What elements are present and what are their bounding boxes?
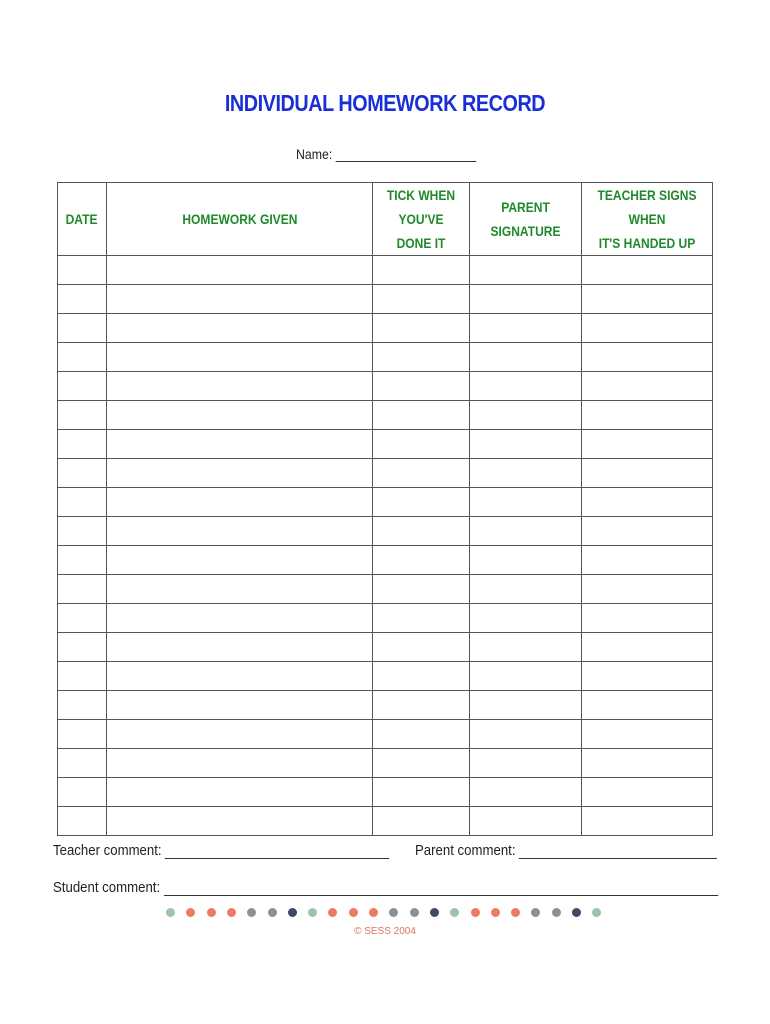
decorative-dot	[410, 908, 419, 917]
parent-signature-cell[interactable]	[470, 604, 582, 633]
homework-cell[interactable]	[107, 749, 373, 778]
teacher-signature-cell[interactable]	[582, 430, 713, 459]
date-cell[interactable]	[58, 604, 107, 633]
parent-signature-cell[interactable]	[470, 314, 582, 343]
decorative-dot	[288, 908, 297, 917]
decorative-dot	[430, 908, 439, 917]
decorative-dot-border	[166, 908, 606, 920]
parent-signature-cell[interactable]	[470, 749, 582, 778]
decorative-dot	[511, 908, 520, 917]
parent-signature-cell[interactable]	[470, 575, 582, 604]
parent-signature-cell[interactable]	[470, 662, 582, 691]
tick-cell[interactable]	[373, 488, 470, 517]
date-cell[interactable]	[58, 459, 107, 488]
copyright-text: © SESS 2004	[354, 926, 416, 937]
date-cell[interactable]	[58, 488, 107, 517]
homework-cell[interactable]	[107, 720, 373, 749]
date-cell[interactable]	[58, 256, 107, 285]
parent-comment-row	[415, 842, 717, 859]
header-tick-when-done: TICK WHEN YOU'VE DONE IT	[373, 183, 470, 256]
header-date: DATE	[58, 183, 107, 256]
parent-signature-cell[interactable]	[470, 401, 582, 430]
table-row	[58, 372, 713, 401]
teacher-signature-cell[interactable]	[582, 517, 713, 546]
tick-cell[interactable]	[373, 285, 470, 314]
parent-signature-cell[interactable]	[470, 778, 582, 807]
tick-cell[interactable]	[373, 575, 470, 604]
header-parent-signature: PARENT SIGNATURE	[470, 183, 582, 256]
student-comment-label: Student comment:	[53, 879, 161, 896]
decorative-dot	[328, 908, 337, 917]
homework-cell[interactable]	[107, 343, 373, 372]
table-row	[58, 662, 713, 691]
teacher-signature-cell[interactable]	[582, 662, 713, 691]
tick-cell[interactable]	[373, 633, 470, 662]
decorative-dot	[166, 908, 175, 917]
table-header-row	[58, 183, 713, 256]
teacher-signature-cell[interactable]	[582, 807, 713, 836]
homework-cell[interactable]	[107, 459, 373, 488]
decorative-dot	[572, 908, 581, 917]
date-cell[interactable]	[58, 314, 107, 343]
name-label: Name:	[296, 146, 333, 162]
tick-cell[interactable]	[373, 314, 470, 343]
table-row	[58, 517, 713, 546]
parent-signature-cell[interactable]	[470, 720, 582, 749]
table-row	[58, 604, 713, 633]
homework-table	[57, 182, 713, 836]
date-cell[interactable]	[58, 633, 107, 662]
teacher-signature-cell[interactable]	[582, 546, 713, 575]
teacher-signature-cell[interactable]	[582, 488, 713, 517]
header-homework-given: HOMEWORK GIVEN	[107, 183, 373, 256]
parent-signature-cell[interactable]	[470, 807, 582, 836]
table-row	[58, 720, 713, 749]
decorative-dot	[247, 908, 256, 917]
date-cell[interactable]	[58, 430, 107, 459]
homework-cell[interactable]	[107, 430, 373, 459]
teacher-comment-row	[53, 842, 390, 859]
tick-cell[interactable]	[373, 517, 470, 546]
name-input-line[interactable]	[336, 147, 477, 162]
student-comment-row	[53, 879, 718, 896]
homework-cell[interactable]	[107, 285, 373, 314]
student-comment-line[interactable]	[164, 881, 718, 896]
name-field-row	[296, 146, 477, 162]
teacher-signature-cell[interactable]	[582, 401, 713, 430]
teacher-signature-cell[interactable]	[582, 285, 713, 314]
homework-cell[interactable]	[107, 546, 373, 575]
parent-signature-cell[interactable]	[470, 372, 582, 401]
teacher-signature-cell[interactable]	[582, 778, 713, 807]
date-cell[interactable]	[58, 778, 107, 807]
table-row	[58, 807, 713, 836]
date-cell[interactable]	[58, 691, 107, 720]
teacher-signature-cell[interactable]	[582, 749, 713, 778]
tick-cell[interactable]	[373, 778, 470, 807]
parent-signature-cell[interactable]	[470, 459, 582, 488]
decorative-dot	[268, 908, 277, 917]
tick-cell[interactable]	[373, 807, 470, 836]
parent-signature-cell[interactable]	[470, 633, 582, 662]
tick-cell[interactable]	[373, 720, 470, 749]
tick-cell[interactable]	[373, 604, 470, 633]
decorative-dot	[227, 908, 236, 917]
table-row	[58, 285, 713, 314]
decorative-dot	[491, 908, 500, 917]
teacher-signature-cell[interactable]	[582, 314, 713, 343]
teacher-comment-label: Teacher comment:	[53, 842, 162, 859]
parent-signature-cell[interactable]	[470, 343, 582, 372]
table-row	[58, 314, 713, 343]
header-teacher-signs: TEACHER SIGNS WHEN IT'S HANDED UP	[582, 183, 713, 256]
teacher-comment-line[interactable]	[165, 844, 389, 859]
decorative-dot	[531, 908, 540, 917]
parent-signature-cell[interactable]	[470, 546, 582, 575]
parent-comment-label: Parent comment:	[415, 842, 516, 859]
parent-signature-cell[interactable]	[470, 285, 582, 314]
homework-cell[interactable]	[107, 575, 373, 604]
table-row	[58, 691, 713, 720]
decorative-dot	[349, 908, 358, 917]
teacher-signature-cell[interactable]	[582, 691, 713, 720]
tick-cell[interactable]	[373, 256, 470, 285]
table-row	[58, 459, 713, 488]
date-cell[interactable]	[58, 343, 107, 372]
date-cell[interactable]	[58, 372, 107, 401]
homework-cell[interactable]	[107, 604, 373, 633]
teacher-signature-cell[interactable]	[582, 343, 713, 372]
parent-signature-cell[interactable]	[470, 488, 582, 517]
parent-signature-cell[interactable]	[470, 430, 582, 459]
homework-cell[interactable]	[107, 691, 373, 720]
decorative-dot	[207, 908, 216, 917]
tick-cell[interactable]	[373, 691, 470, 720]
table-row	[58, 575, 713, 604]
decorative-dot	[592, 908, 601, 917]
table-row	[58, 778, 713, 807]
tick-cell[interactable]	[373, 343, 470, 372]
homework-cell[interactable]	[107, 778, 373, 807]
parent-signature-cell[interactable]	[470, 256, 582, 285]
page-title: INDIVIDUAL HOMEWORK RECORD	[224, 90, 546, 116]
table-row	[58, 488, 713, 517]
decorative-dot	[389, 908, 398, 917]
decorative-dot	[308, 908, 317, 917]
table-row	[58, 430, 713, 459]
date-cell[interactable]	[58, 517, 107, 546]
parent-signature-cell[interactable]	[470, 691, 582, 720]
date-cell[interactable]	[58, 749, 107, 778]
teacher-signature-cell[interactable]	[582, 459, 713, 488]
teacher-signature-cell[interactable]	[582, 604, 713, 633]
teacher-signature-cell[interactable]	[582, 720, 713, 749]
homework-cell[interactable]	[107, 256, 373, 285]
decorative-dot	[450, 908, 459, 917]
homework-cell[interactable]	[107, 807, 373, 836]
table-row	[58, 256, 713, 285]
table-row	[58, 401, 713, 430]
date-cell[interactable]	[58, 285, 107, 314]
tick-cell[interactable]	[373, 459, 470, 488]
homework-cell[interactable]	[107, 372, 373, 401]
table-row	[58, 633, 713, 662]
teacher-signature-cell[interactable]	[582, 372, 713, 401]
homework-cell[interactable]	[107, 401, 373, 430]
date-cell[interactable]	[58, 720, 107, 749]
decorative-dot	[552, 908, 561, 917]
homework-cell[interactable]	[107, 517, 373, 546]
decorative-dot	[369, 908, 378, 917]
table-row	[58, 343, 713, 372]
table-row	[58, 749, 713, 778]
tick-cell[interactable]	[373, 401, 470, 430]
decorative-dot	[471, 908, 480, 917]
date-cell[interactable]	[58, 575, 107, 604]
teacher-signature-cell[interactable]	[582, 633, 713, 662]
teacher-signature-cell[interactable]	[582, 575, 713, 604]
homework-cell[interactable]	[107, 633, 373, 662]
tick-cell[interactable]	[373, 546, 470, 575]
tick-cell[interactable]	[373, 372, 470, 401]
teacher-signature-cell[interactable]	[582, 256, 713, 285]
date-cell[interactable]	[58, 807, 107, 836]
date-cell[interactable]	[58, 662, 107, 691]
tick-cell[interactable]	[373, 749, 470, 778]
homework-cell[interactable]	[107, 314, 373, 343]
parent-signature-cell[interactable]	[470, 517, 582, 546]
homework-cell[interactable]	[107, 662, 373, 691]
decorative-dot	[186, 908, 195, 917]
date-cell[interactable]	[58, 401, 107, 430]
tick-cell[interactable]	[373, 662, 470, 691]
parent-comment-line[interactable]	[519, 844, 717, 859]
date-cell[interactable]	[58, 546, 107, 575]
tick-cell[interactable]	[373, 430, 470, 459]
table-row	[58, 546, 713, 575]
homework-cell[interactable]	[107, 488, 373, 517]
